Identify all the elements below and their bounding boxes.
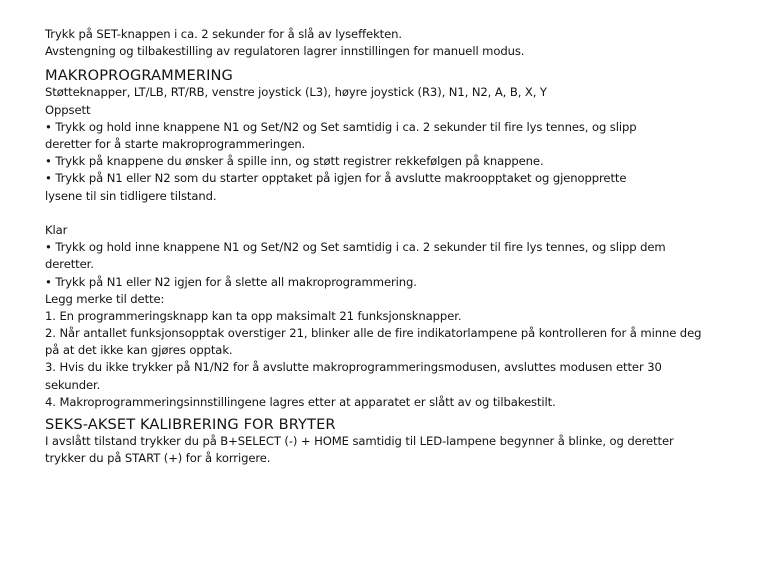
calibration-line: trykker du på START (+) for å korrigere. [45,451,271,466]
intro-line-2: Avstengning og tilbakestilling av regulatoren lagrer innstillingen for manuell modus. [45,44,525,59]
macro-note-title: Legg merke til dette: [45,291,165,306]
macro-note-line: 4. Makroprogrammeringsinnstillingene lagres etter at apparatet er slått av og tilbakestilt. [45,394,556,409]
macro-heading: MAKROPROGRAMMERING [45,66,233,84]
calibration-heading: SEKS-AKSET KALIBRERING FOR BRYTER [45,415,336,433]
macro-clear-line: • Trykk på N1 eller N2 igjen for å slette all makroprogrammering. [45,274,417,289]
calibration-line: I avslått tilstand trykker du på B+SELECT (-) + HOME samtidig til LED-lampene begynner å blinke, og deretter [45,434,674,449]
macro-setup-line: • Trykk og hold inne knappene N1 og Set/N2 og Set samtidig i ca. 2 sekunder til fire lys tennes, og slipp [45,119,637,134]
macro-setup-line: lysene til sin tidligere tilstand. [45,188,217,203]
macro-note-line: 1. En programmeringsknapp kan ta opp maksimalt 21 funksjonsknapper. [45,308,462,323]
macro-note-line: på at det ikke kan gjøres opptak. [45,343,233,358]
macro-setup-title: Oppsett [45,102,91,117]
macro-support-buttons: Støtteknapper, LT/LB, RT/RB, venstre joystick (L3), høyre joystick (R3), N1, N2, A, B, X, Y [45,85,547,100]
macro-setup-line: • Trykk på N1 eller N2 som du starter opptaket på igjen for å avslutte makroopptaket og gjenopprette [45,171,627,186]
macro-setup-line: • Trykk på knappene du ønsker å spille inn, og støtt registrer rekkefølgen på knappene. [45,154,544,169]
macro-clear-title: Klar [45,222,68,237]
intro-line-1: Trykk på SET-knappen i ca. 2 sekunder for å slå av lyseffekten. [45,27,402,41]
macro-note-line: 2. Når antallet funksjonsopptak overstiger 21, blinker alle de fire indikatorlampene på kontrolleren for å minne deg [45,326,702,341]
manual-page [45,26,745,468]
macro-clear-line: deretter. [45,257,94,272]
macro-note-line: sekunder. [45,377,101,392]
macro-clear-line: • Trykk og hold inne knappene N1 og Set/N2 og Set samtidig i ca. 2 sekunder til fire lys tennes, og slipp dem [45,240,666,255]
macro-note-line: 3. Hvis du ikke trykker på N1/N2 for å avslutte makroprogrammeringsmodusen, avsluttes modusen etter 30 [45,360,662,375]
macro-setup-line: deretter for å starte makroprogrammeringen. [45,137,306,152]
